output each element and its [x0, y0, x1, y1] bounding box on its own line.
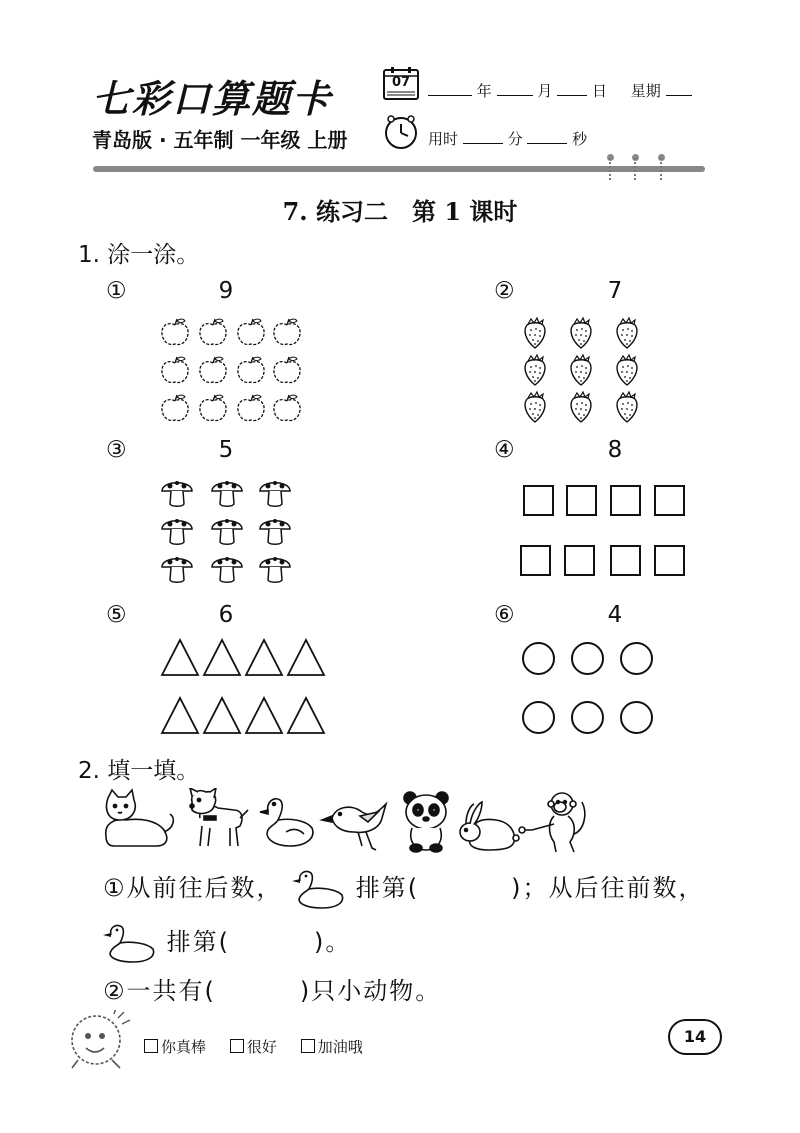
- circle-shape: [620, 701, 653, 734]
- self-eval-option[interactable]: [301, 1038, 363, 1056]
- day-label: 日: [591, 82, 607, 100]
- strawberry-icon: [617, 392, 637, 422]
- mascot-icon: [68, 1010, 134, 1076]
- q2-line2-part-a: 排第(: [166, 928, 231, 956]
- square-shape: [566, 485, 597, 516]
- q1-item-number: 9: [218, 278, 234, 304]
- q2-line-2: [103, 922, 351, 963]
- lesson-title: 7. 练习二 第 1 课时: [282, 197, 518, 226]
- q1-heading: 1. 涂一涂。: [78, 242, 200, 268]
- clock-icon: [383, 114, 419, 150]
- square-shape: [523, 485, 554, 516]
- apple-icon: [162, 357, 188, 383]
- self-eval-label: 很好: [246, 1038, 277, 1056]
- edition-label: 青岛版 · 五年制 一年级 上册: [92, 128, 348, 152]
- strawberry-icon: [571, 318, 591, 348]
- triangle-shape: [246, 640, 282, 675]
- mushroom-icon: [260, 481, 290, 506]
- q2-line-3: [103, 971, 441, 1006]
- strawberry-icon: [617, 355, 637, 385]
- circle-shape: [571, 701, 604, 734]
- mushroom-icon: [212, 481, 242, 506]
- square-shape: [520, 545, 551, 576]
- apple-grid: [160, 318, 310, 432]
- panda-icon: [404, 792, 448, 852]
- divider-pin-stem: [609, 158, 613, 180]
- triangle-shape: [288, 698, 324, 733]
- strawberry-icon: [525, 318, 545, 348]
- triangle-grid: [160, 638, 330, 742]
- header-divider: [93, 166, 705, 172]
- q2-line1-part-a: ①从前往后数，: [103, 874, 283, 902]
- monkey-icon: [519, 793, 585, 852]
- q2-heading: 2. 填一填。: [78, 758, 200, 784]
- square-shape: [654, 485, 685, 516]
- checkbox-icon[interactable]: [230, 1039, 244, 1053]
- triangle-shape: [246, 698, 282, 733]
- apple-icon: [200, 319, 226, 345]
- q2-line2-part-b: )。: [314, 928, 352, 956]
- duck-icon: [260, 799, 313, 846]
- square-shape: [610, 485, 641, 516]
- q2-line-1: [103, 868, 705, 909]
- apple-icon: [274, 319, 300, 345]
- mushroom-icon: [212, 519, 242, 544]
- apple-icon: [200, 395, 226, 421]
- self-eval-label: 你真棒: [161, 1038, 207, 1056]
- triangle-shape: [204, 640, 240, 675]
- dog-icon: [190, 788, 248, 846]
- q2-line3-part-a: ②一共有(: [103, 977, 216, 1005]
- mushroom-grid: [160, 474, 300, 594]
- q1-item-label: ①: [106, 278, 127, 304]
- triangle-shape: [162, 698, 198, 733]
- apple-icon: [200, 357, 226, 383]
- strawberry-icon: [525, 355, 545, 385]
- apple-icon: [238, 357, 264, 383]
- checkbox-icon[interactable]: [301, 1039, 315, 1053]
- apple-icon: [162, 319, 188, 345]
- mushroom-icon: [260, 557, 290, 582]
- mushroom-icon: [260, 519, 290, 544]
- seconds-label: 秒: [572, 130, 588, 148]
- circle-shape: [571, 642, 604, 675]
- strawberry-grid: [520, 316, 650, 430]
- q1-item-number: 6: [218, 602, 234, 628]
- q1-item-number: 8: [607, 437, 623, 463]
- rabbit-icon: [460, 802, 519, 850]
- date-line: [428, 80, 692, 101]
- checkbox-icon[interactable]: [144, 1039, 158, 1053]
- square-shape: [610, 545, 641, 576]
- mushroom-icon: [162, 557, 192, 582]
- apple-icon: [238, 319, 264, 345]
- self-evaluation: [144, 1036, 363, 1057]
- calendar-day: 07: [391, 75, 411, 90]
- strawberry-icon: [571, 392, 591, 422]
- q1-item-label: ③: [106, 437, 127, 463]
- q1-item-number: 7: [607, 278, 623, 304]
- q1-item-label: ⑤: [106, 602, 127, 628]
- strawberry-icon: [571, 355, 591, 385]
- self-eval-label: 加油哦: [317, 1038, 363, 1056]
- q2-line3-part-b: )只小动物。: [299, 977, 442, 1005]
- mushroom-icon: [162, 519, 192, 544]
- q1-item-number: 4: [607, 602, 623, 628]
- triangle-shape: [162, 640, 198, 675]
- circle-shape: [620, 642, 653, 675]
- strawberry-icon: [617, 318, 637, 348]
- circle-shape: [522, 642, 555, 675]
- q1-item-number: 5: [218, 437, 234, 463]
- self-eval-option[interactable]: [144, 1038, 206, 1056]
- brand-title: 七彩口算题卡: [92, 76, 333, 121]
- animal-row: [100, 788, 600, 858]
- mushroom-icon: [162, 481, 192, 506]
- self-eval-option[interactable]: [230, 1038, 277, 1056]
- month-label: 月: [537, 82, 553, 100]
- page-number: 14: [668, 1019, 722, 1055]
- weekday-label: 星期: [630, 82, 661, 100]
- q2-line1-part-b: 排第(: [355, 874, 420, 902]
- q2-line1-part-c: )；从后往前数，: [511, 874, 705, 902]
- duck-icon: [292, 869, 346, 909]
- q1-item-label: ⑥: [494, 602, 515, 628]
- time-used-label: 用时: [428, 130, 459, 148]
- square-shape: [564, 545, 595, 576]
- year-label: 年: [476, 82, 492, 100]
- time-line: [428, 128, 587, 149]
- apple-icon: [274, 395, 300, 421]
- bird-icon: [322, 804, 386, 850]
- calendar-icon: [383, 66, 419, 100]
- mushroom-icon: [212, 557, 242, 582]
- divider-pin-stem: [660, 158, 664, 180]
- cat-icon: [106, 790, 174, 846]
- duck-icon: [103, 923, 157, 963]
- triangle-shape: [288, 640, 324, 675]
- apple-icon: [162, 395, 188, 421]
- q1-item-label: ④: [494, 437, 515, 463]
- minutes-label: 分: [507, 130, 523, 148]
- triangle-shape: [204, 698, 240, 733]
- strawberry-icon: [525, 392, 545, 422]
- divider-pin-stem: [634, 158, 638, 180]
- circle-shape: [522, 701, 555, 734]
- apple-icon: [274, 357, 300, 383]
- q1-item-label: ②: [494, 278, 515, 304]
- square-shape: [654, 545, 685, 576]
- apple-icon: [238, 395, 264, 421]
